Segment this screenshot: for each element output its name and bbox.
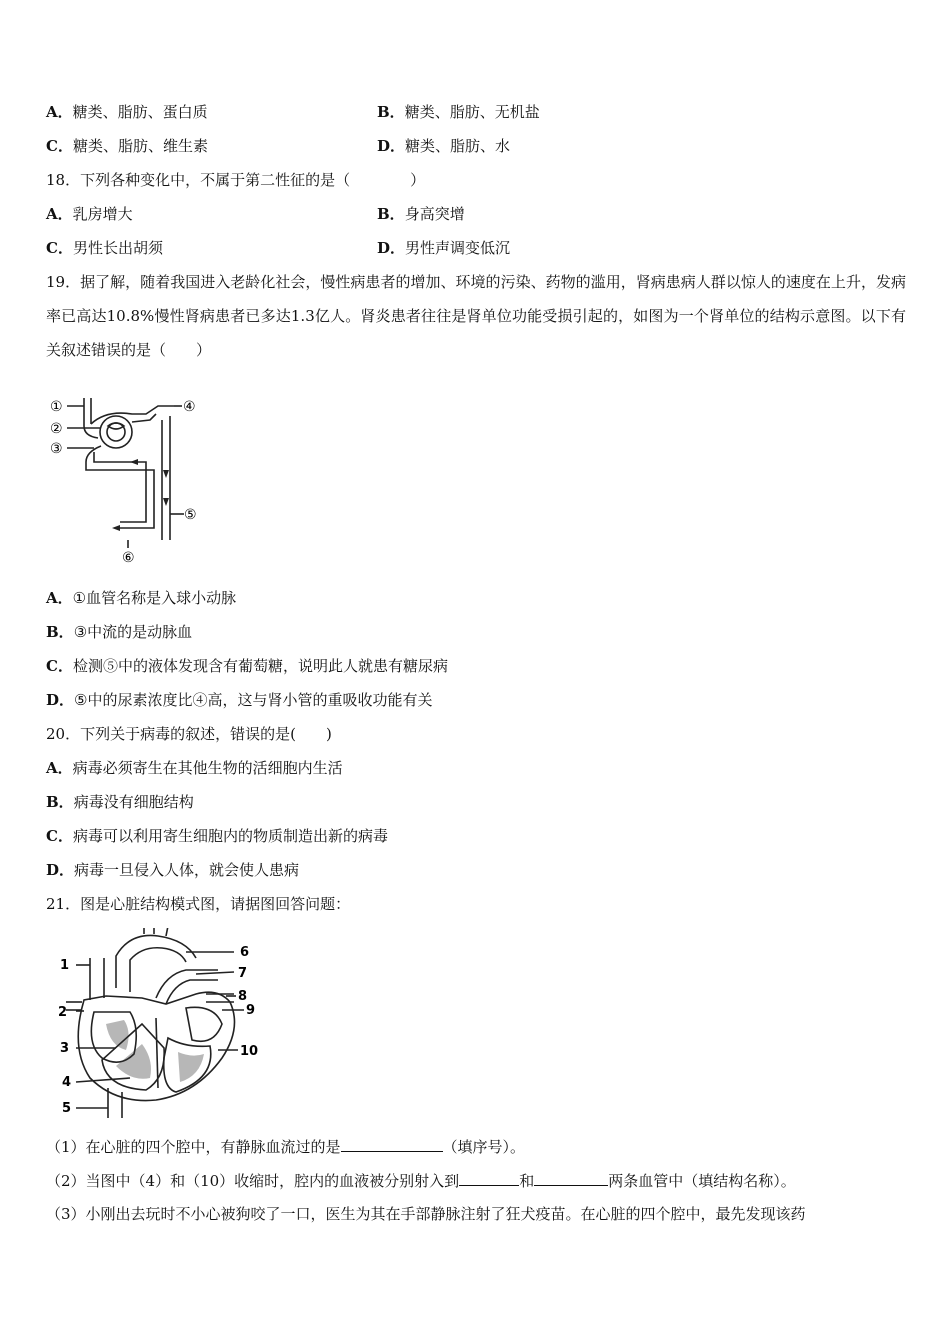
q18-option-b <box>377 204 465 224</box>
sub1-text-b: （填序号）。 <box>442 1138 526 1156</box>
nephron-label-4: ④ <box>183 399 196 415</box>
option-key: C． <box>46 239 73 257</box>
q17-option-a <box>46 102 208 122</box>
sub2-text-c: 两条血管中（填结构名称）。 <box>608 1172 796 1190</box>
heart-label-10: 10 <box>240 1044 259 1059</box>
q20-option-b <box>46 792 194 812</box>
option-key: C． <box>46 827 73 845</box>
q18-option-a <box>46 204 133 224</box>
q19-stem: 19．据了解，随着我国进入老龄化社会，慢性病患者的增加、环境的污染、药物的滥用，肾病患病人群以惊人的速度在上升，发病率已高达10.8%慢性肾病患者已多达1.3亿人。肾炎患者往往是肾单位功能受损引起的，如图为一个肾单位的结构示意图。以下有关叙述错误的是（ ） <box>46 273 906 359</box>
nephron-label-5: ⑤ <box>184 507 197 523</box>
option-key: D． <box>377 239 406 257</box>
sub1-text-a: （1）在心脏的四个腔中，有静脉血流过的是 <box>46 1138 341 1156</box>
option-text: 男性长出胡须 <box>72 239 163 257</box>
option-text: 病毒一旦侵入人体，就会使人患病 <box>74 861 300 879</box>
q20-option-a <box>46 758 343 778</box>
option-text: 身高突增 <box>404 205 465 223</box>
heart-figure <box>46 928 276 1123</box>
q20-option-c <box>46 826 388 846</box>
option-key: C． <box>46 657 73 675</box>
option-key: A． <box>46 103 73 121</box>
nephron-label-1: ① <box>50 399 63 415</box>
heart-label-5: 5 <box>62 1101 72 1116</box>
option-key: A． <box>46 205 73 223</box>
answer-blank-2[interactable] <box>459 1170 519 1186</box>
heart-label-1: 1 <box>60 958 70 973</box>
option-key: B． <box>377 205 405 223</box>
q18-stem: 18．下列各种变化中，不属于第二性征的是（ ） <box>46 171 426 189</box>
option-key: B． <box>46 793 74 811</box>
heart-label-3: 3 <box>60 1041 70 1056</box>
option-text: 检测⑤中的液体发现含有葡萄糖，说明此人就患有糖尿病 <box>72 657 448 675</box>
q17-option-c <box>46 136 208 156</box>
option-text: 乳房增大 <box>72 205 133 223</box>
option-key: D． <box>46 691 75 709</box>
option-text: ①血管名称是入球小动脉 <box>72 589 237 607</box>
option-key: D． <box>377 137 406 155</box>
option-key: B． <box>377 103 405 121</box>
heart-label-9: 9 <box>246 1003 256 1018</box>
heart-label-4: 4 <box>62 1075 72 1090</box>
heart-label-2: 2 <box>58 1005 68 1020</box>
option-text: 病毒没有细胞结构 <box>73 793 194 811</box>
q17-option-d <box>377 136 510 156</box>
option-key: D． <box>46 861 75 879</box>
q18-option-c <box>46 238 163 258</box>
option-key: C． <box>46 137 73 155</box>
sub2-text-a: （2）当图中（4）和（10）收缩时，腔内的血液被分别射入到 <box>46 1172 460 1190</box>
heart-label-8: 8 <box>238 989 248 1004</box>
nephron-label-6: ⑥ <box>122 550 135 565</box>
q21-stem: 21．图是心脏结构模式图，请据图回答问题： <box>46 895 351 913</box>
option-text: 糖类、脂肪、蛋白质 <box>72 103 208 121</box>
sub2-text-b: 和 <box>519 1172 535 1190</box>
option-text: 病毒可以利用寄生细胞内的物质制造出新的病毒 <box>72 827 388 845</box>
heart-label-7: 7 <box>238 966 248 981</box>
nephron-label-3: ③ <box>50 441 63 457</box>
heart-label-6: 6 <box>240 945 250 960</box>
option-key: A． <box>46 589 73 607</box>
q19-option-d <box>46 690 432 710</box>
q17-option-b <box>377 102 540 122</box>
q19-option-a <box>46 588 236 608</box>
option-text: 糖类、脂肪、无机盐 <box>404 103 540 121</box>
nephron-figure <box>46 390 216 565</box>
option-text: ⑤中的尿素浓度比④高，这与肾小管的重吸收功能有关 <box>74 691 433 709</box>
option-key: B． <box>46 623 74 641</box>
q18-option-d <box>377 238 510 258</box>
q19-option-c <box>46 656 448 676</box>
q21-sub3: （3）小刚出去玩时不小心被狗咬了一口，医生为其在手部静脉注射了狂犬疫苗。在心脏的四个腔中，最先发现该药 <box>46 1205 806 1223</box>
option-text: 糖类、脂肪、水 <box>405 137 511 155</box>
q21-sub2 <box>46 1170 796 1191</box>
option-text: ③中流的是动脉血 <box>73 623 193 641</box>
q20-stem: 20．下列关于病毒的叙述，错误的是( ) <box>46 725 332 743</box>
q21-sub1 <box>46 1136 525 1157</box>
option-text: 糖类、脂肪、维生素 <box>72 137 208 155</box>
option-key: A． <box>46 759 73 777</box>
q19-option-b <box>46 622 192 642</box>
answer-blank-1[interactable] <box>341 1136 443 1152</box>
option-text: 男性声调变低沉 <box>405 239 511 257</box>
option-text: 病毒必须寄生在其他生物的活细胞内生活 <box>72 759 343 777</box>
q20-option-d <box>46 860 299 880</box>
answer-blank-3[interactable] <box>534 1170 608 1186</box>
nephron-label-2: ② <box>50 421 63 437</box>
